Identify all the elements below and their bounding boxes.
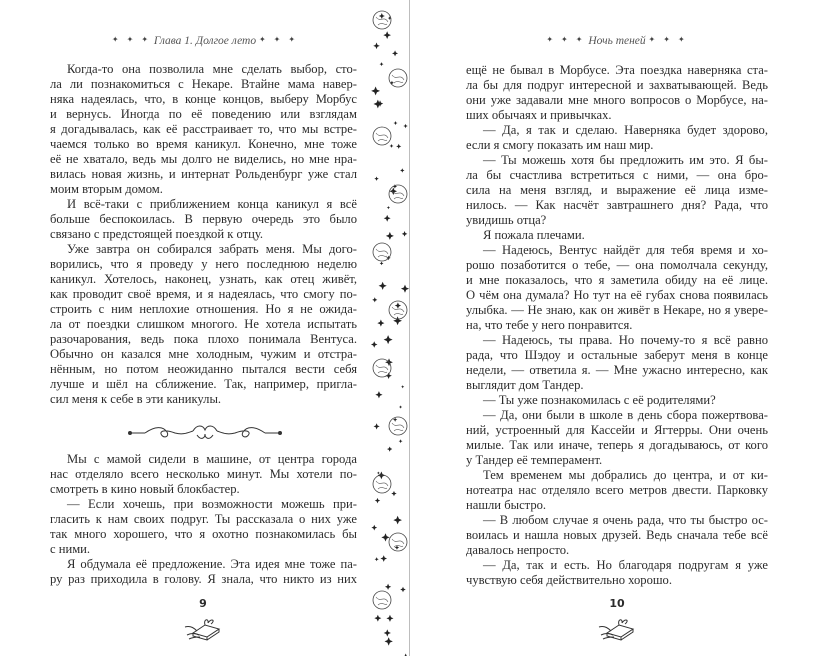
text-line: чаемся только во время каникул. Конечно, мне тоже — [50, 137, 357, 151]
text-line: на, что тебе у него понравится. — [466, 318, 633, 332]
text-column-right — [466, 63, 768, 588]
text-line: с ними. — [50, 542, 91, 556]
text-line: и вернусь. Иногда по её поведению или взглядам — [50, 107, 357, 121]
text-line: нотеатра нас отделяло всего метров двести. Парковку — [466, 483, 768, 497]
text-line: нас отделяло всего несколько минут. Мы хотели по- — [50, 467, 357, 481]
star-icon — [399, 439, 403, 443]
text-line: давалось непросто. — [466, 543, 570, 557]
text-column-left-bottom — [50, 452, 357, 587]
text-line: выглядит дом Тандер. — [466, 378, 584, 392]
star-icon — [379, 282, 387, 290]
text-line: лучше и шёл на сближение. Так, например, пригла- — [50, 377, 357, 391]
text-column-left-top — [50, 62, 357, 407]
star-icon — [401, 285, 409, 293]
ornament-bauble-icon — [389, 417, 407, 435]
leaf-sprig-icon — [389, 533, 407, 551]
text-line: — Да, так и есть. Но благодаря подругам я уже — [483, 558, 768, 572]
running-head-left — [112, 35, 298, 47]
book-flower-ornament — [597, 615, 639, 641]
star-icon — [396, 144, 401, 149]
ornament-bauble-icon — [389, 69, 407, 87]
text-line: вилась новая жизнь, и интернат Рольденбург уже стал — [50, 167, 357, 181]
text-line: ла бы счастлива встретиться с ними, — она бро- — [466, 168, 768, 182]
text-line: ших обычаях и привычках. — [466, 108, 612, 122]
text-line: ла ли познакомиться с Некаре. Втайне мама навер- — [50, 77, 357, 91]
text-line: ворились, что я проведу у него последнюю неделю — [50, 257, 357, 271]
star-icon — [380, 62, 384, 66]
left-page — [0, 0, 370, 656]
text-line: ла от поездки слишком многого. Не хотела испытать — [50, 317, 357, 331]
text-line: строить с ним неплохие отношения. Но я не ожида- — [50, 302, 357, 316]
star-icon — [385, 637, 393, 645]
text-line: рада, что Шэдоу и остальные заберут меня в конце — [466, 348, 768, 362]
star-icon — [375, 557, 379, 561]
text-line: — Ты уже познакомилась с её родителями? — [483, 393, 716, 407]
text-line: так много хорошего, что я охотно познакомилась бы — [50, 527, 357, 541]
star-icon — [403, 124, 407, 128]
star-icon — [384, 629, 391, 636]
star-icon — [393, 121, 397, 125]
text-line: рошо позаботится о тебе, — она помолчала секунду, — [466, 258, 768, 272]
star-icon — [380, 555, 387, 562]
star-icon — [371, 525, 377, 531]
star-icon — [384, 335, 393, 344]
text-line: моим вторым домом. — [50, 182, 163, 196]
text-line: Мы с мамой сидели в машине, от центра города — [67, 452, 357, 466]
text-line: смотреть в кино новый блокбастер. — [50, 482, 240, 496]
leaf-sprig-icon — [389, 185, 407, 203]
star-icon — [385, 584, 391, 590]
section-divider-flourish — [125, 422, 285, 444]
text-line: нилось. — Как насчёт завтрашнего дня? Рада, что — [466, 198, 768, 212]
text-line: я догадывалась, как её расстраивает то, что мы встре- — [50, 122, 357, 136]
text-line: ещё не бывал в Морбусе. Эта поездка наверняка ста- — [466, 63, 768, 77]
decorative-margin-strip — [370, 0, 410, 656]
star-icon — [402, 231, 408, 237]
text-line: Обычно он казался мне холодным, чужим и отстра- — [50, 347, 357, 361]
star-icon — [373, 43, 380, 50]
star-icon — [400, 168, 404, 172]
star-icon — [386, 232, 394, 240]
text-line: О чём она думала? Но тут на её губах снова появилась — [466, 288, 768, 302]
text-line: каникул. Хотелось, наконец, узнать, как отец живёт, — [50, 272, 357, 286]
star-icon — [375, 391, 382, 398]
text-line: у Тандер её темперамент. — [466, 453, 603, 467]
star-icon — [390, 144, 394, 148]
text-line: И всё-таки с приближением конца каникул я всё — [67, 197, 357, 211]
star-icon — [374, 615, 381, 622]
star-icon — [377, 320, 384, 327]
star-icon — [371, 86, 380, 95]
text-line: Когда-то она позволила мне сделать выбор, сто- — [67, 62, 357, 76]
text-line: гласить к нам своих подруг. Ты рассказала о них уже — [50, 512, 357, 526]
text-line: воилась и нашла новых друзей. Ведь сначала тебе всё — [466, 528, 768, 542]
star-icon — [400, 587, 406, 593]
ornament-bauble-icon — [373, 243, 391, 261]
text-line: Тем временем мы добрались до центра, и от ки- — [483, 468, 768, 482]
text-line: и мне показалось, что я заметила обиду на её лице. — [466, 273, 768, 287]
ornament-bauble-icon — [373, 591, 391, 609]
star-icon — [383, 31, 391, 39]
text-line: как проводит своё время, и я надеялась, что смогу по- — [50, 287, 357, 301]
star-icon — [384, 215, 391, 222]
star-icon — [379, 13, 385, 19]
text-line: недели, — ответила я. — Мне ужасно интересно, как — [466, 363, 768, 377]
star-ornament: ✦ ✦ ✦ — [258, 35, 299, 44]
text-line: — Да, они были в школе в день сбора пожертвова- — [483, 408, 768, 422]
text-line: сила на меня взгляд, и выражение её лица изме- — [466, 183, 768, 197]
text-line: милые. Так или иначе, теперь я догадываюсь, от кого — [466, 438, 768, 452]
text-line: улыбка. — Не знаю, как он живёт в Некаре, но я увере- — [466, 303, 768, 317]
text-line: — Если хочешь, при возможности можешь при- — [67, 497, 357, 511]
star-icon — [381, 533, 389, 541]
text-line: Уже завтра он собирался забрать меня. Мы дого- — [67, 242, 357, 256]
right-page — [410, 0, 820, 656]
text-line: чувствую себя действительно хорошо. — [466, 573, 673, 587]
page-number: 9 — [199, 597, 207, 610]
star-icon — [372, 297, 377, 302]
book-flower-ornament — [183, 615, 225, 641]
text-line: няка надеялась, что, в конце концов, выберу Морбус — [50, 92, 357, 106]
running-head-right — [546, 35, 687, 47]
text-line: больше беспокоилась. В первую очередь это было — [50, 212, 357, 226]
star-icon — [377, 471, 380, 474]
leaf-sprig-icon — [373, 359, 391, 377]
text-line: — В любом случае я очень рада, что ты быстро ос- — [483, 513, 768, 527]
text-line: — Надеюсь, ты права. Но почему-то я всё равно — [483, 333, 768, 347]
page-number: 10 — [609, 597, 625, 610]
star-icon — [393, 316, 402, 325]
text-line: — Да, я так и сделаю. Наверняка будет здорово, — [483, 123, 768, 137]
book-title: Ночь теней — [588, 35, 646, 47]
star-icon — [393, 516, 402, 525]
text-line: увидишь отца? — [466, 213, 547, 227]
text-line: ний, устроенный для Кассейи и Ягтерры. Они очень — [466, 423, 768, 437]
text-line: Я пожала плечами. — [483, 228, 585, 242]
star-icon — [399, 405, 402, 408]
text-line: они уже задавали мне много вопросов о Морбусе, на- — [466, 93, 768, 107]
star-ornament: ✦ ✦ ✦ — [648, 35, 688, 44]
text-line: её не хватало, ведь мы долго не виделись, но мне нра- — [50, 152, 357, 166]
text-line: — Ты можешь хотя бы предложить им это. Я бы- — [483, 153, 768, 167]
text-line: — Надеюсь, Вентус найдёт для тебя время и хо- — [483, 243, 768, 257]
text-line: связано с предстоящей поездкой к отцу. — [50, 227, 264, 241]
star-icon — [387, 206, 390, 209]
text-line: нашли быстро. — [466, 498, 547, 512]
star-icon — [387, 447, 392, 452]
star-icon — [401, 385, 404, 388]
ornament-bauble-icon — [373, 127, 391, 145]
star-icon — [374, 176, 378, 180]
text-line: разочарования, ведь пока плохо понимала Вентуса. — [50, 332, 357, 346]
text-line: ла бы для подруг интересной и захватывающей. Ведь — [466, 78, 768, 92]
text-line: сил меня к себе в эти каникулы. — [50, 392, 222, 406]
text-line: ру раз приходила в голову. Я знала, что никто из них — [50, 572, 357, 586]
star-icon — [391, 491, 396, 496]
star-ornament: ✦ ✦ ✦ — [111, 35, 152, 44]
text-line: нённым, но потом неожиданно пытался вести себя — [50, 362, 357, 376]
star-icon — [386, 615, 393, 622]
star-icon — [374, 423, 380, 429]
stars-and-ornaments-pattern — [370, 0, 410, 656]
star-icon — [395, 302, 401, 308]
star-icon — [392, 50, 398, 56]
text-line: Я обдумала её предложение. Эта идея мне тоже па- — [67, 557, 357, 571]
star-icon — [380, 261, 384, 265]
text-line: если я смогу показать им наш мир. — [466, 138, 654, 152]
star-icon — [371, 341, 378, 348]
star-ornament: ✦ ✦ ✦ — [546, 35, 586, 44]
chapter-title: Глава 1. Долгое лето — [153, 35, 257, 47]
star-icon — [375, 498, 380, 503]
